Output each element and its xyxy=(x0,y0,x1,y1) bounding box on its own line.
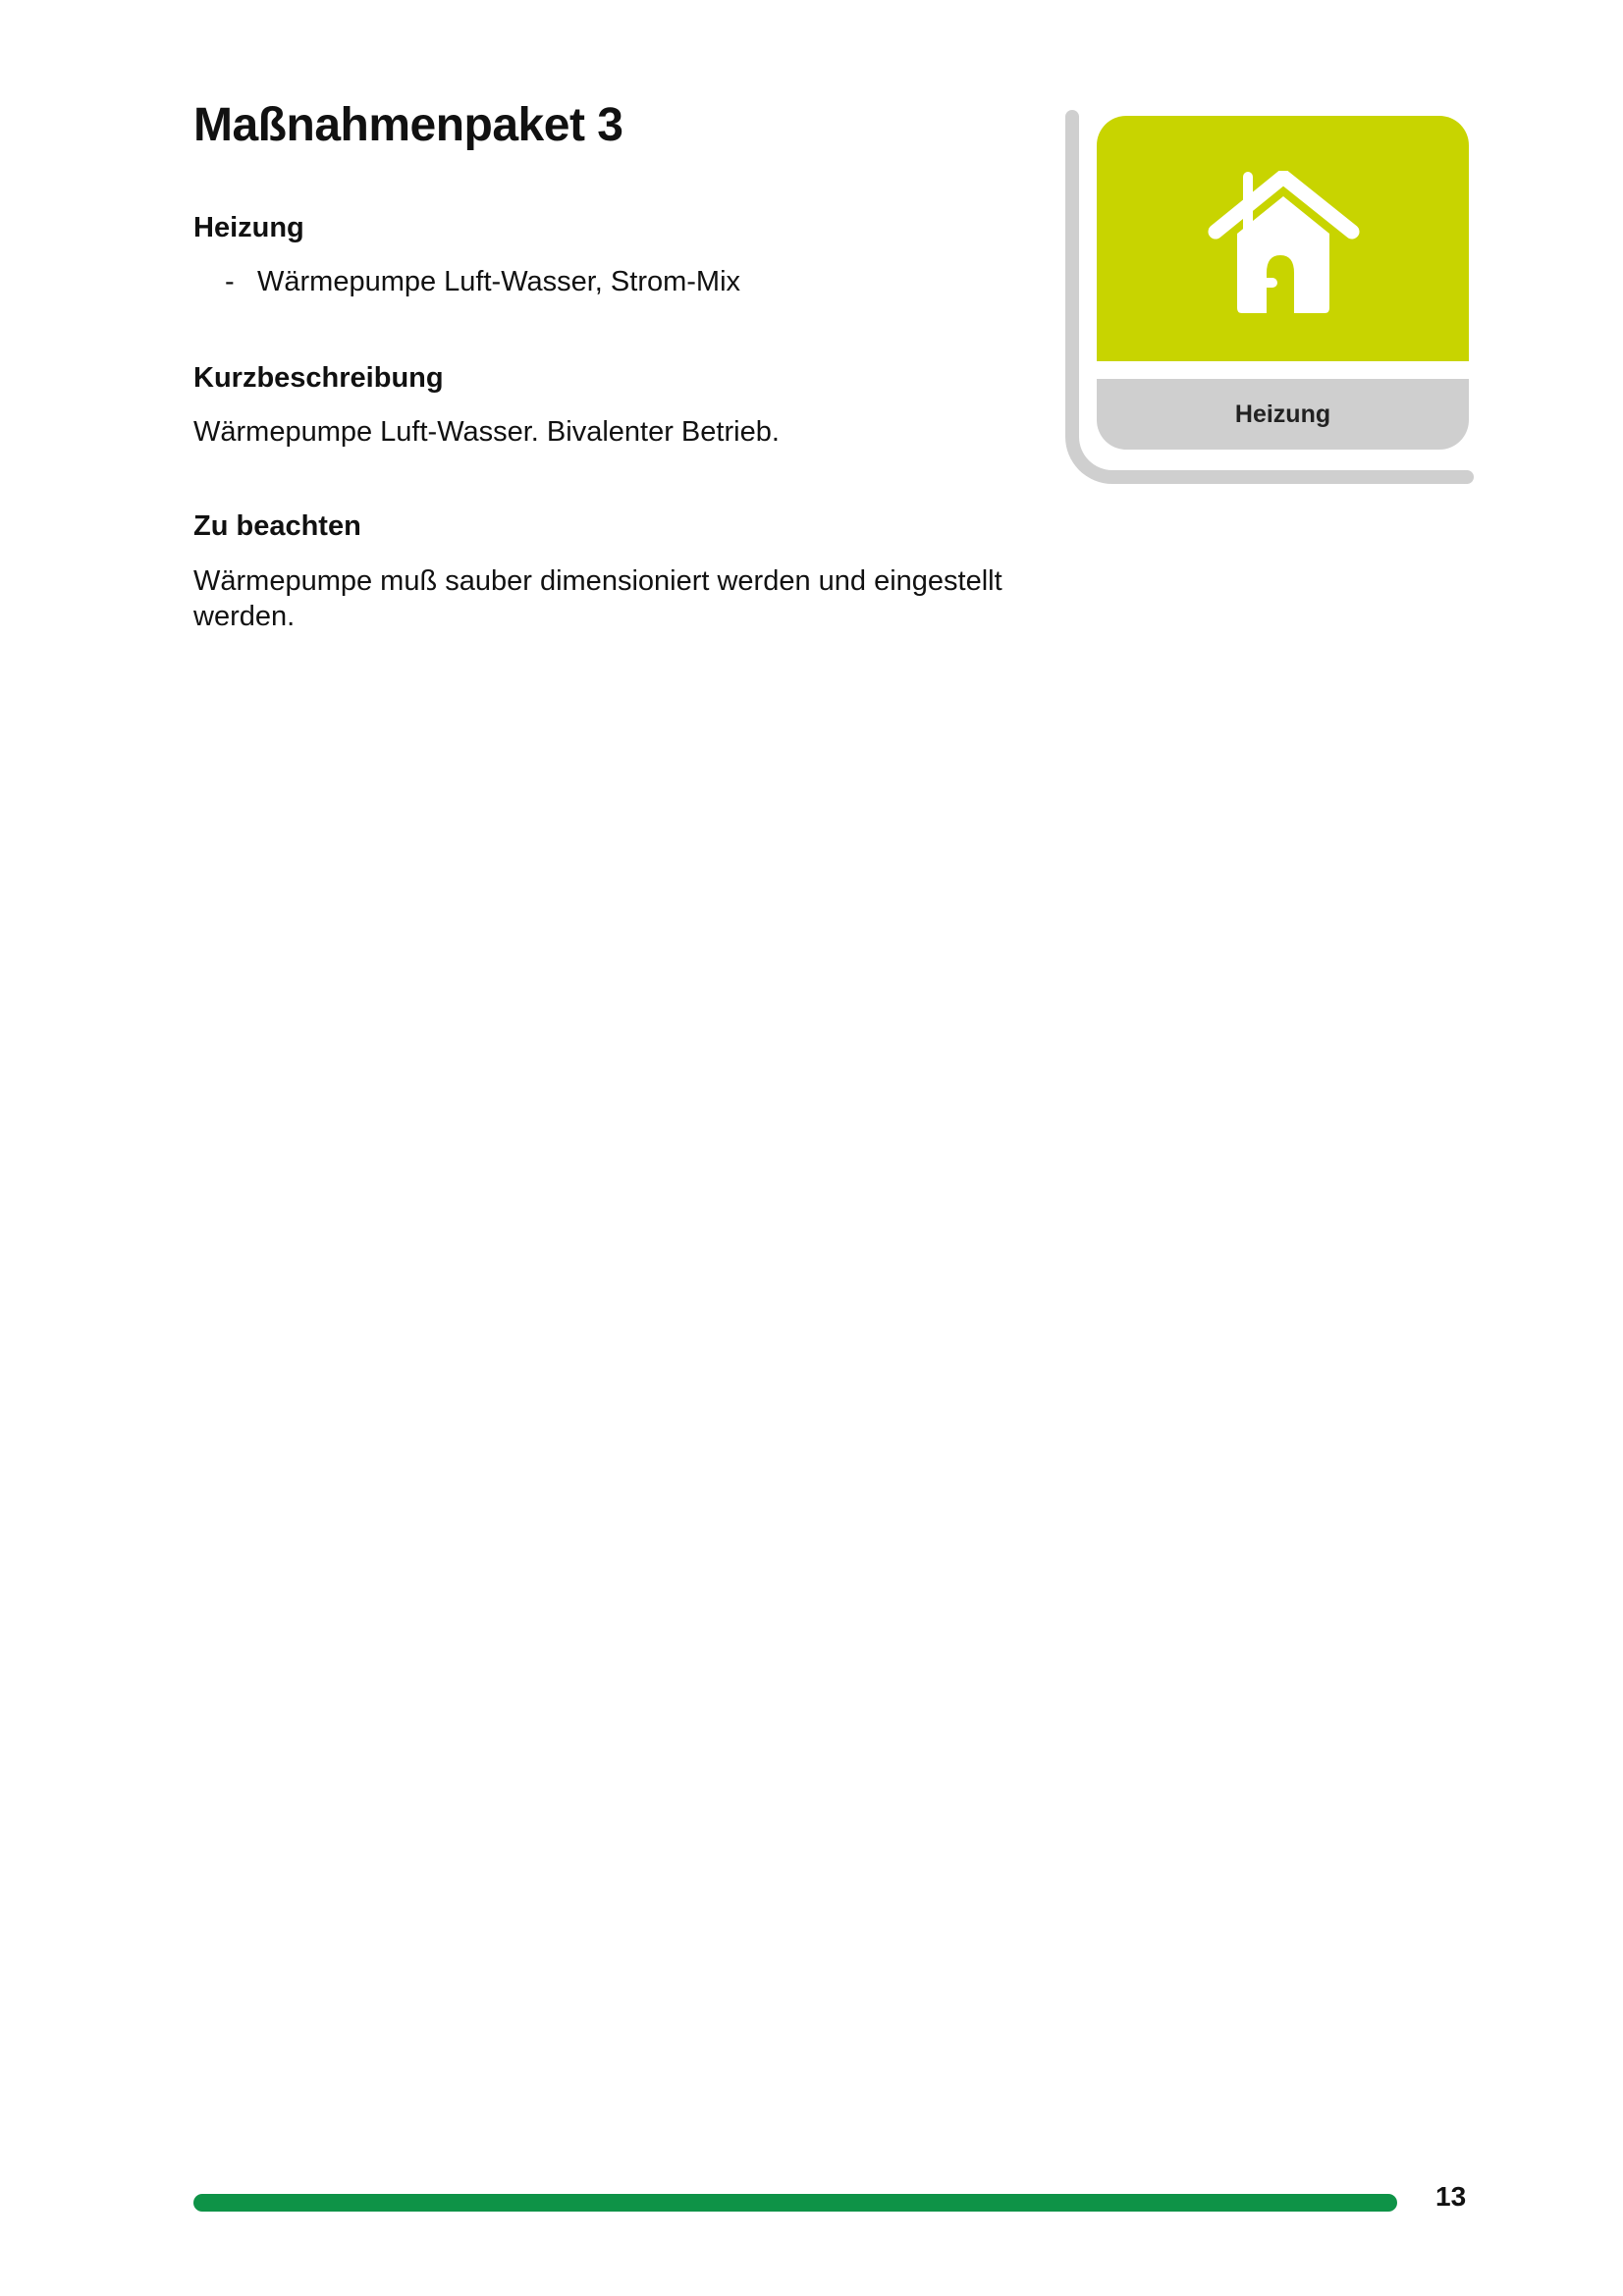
footer-bar xyxy=(193,2194,1397,2212)
house-with-chimney-icon xyxy=(1208,171,1360,313)
list-item xyxy=(193,264,740,299)
heading-heizung: Heizung xyxy=(193,212,304,243)
card-label: Heizung xyxy=(1234,400,1331,428)
list-bullet: - xyxy=(225,266,235,297)
kurzbeschreibung-text: Wärmepumpe Luft-Wasser. Bivalenter Betrieb. xyxy=(193,416,780,448)
zu-beachten-text: Wärmepumpe muß sauber dimensioniert werden und eingestellt werden. xyxy=(193,565,1002,632)
list-item-text: Wärmepumpe Luft-Wasser, Strom-Mix xyxy=(257,266,741,297)
heading-kurzbeschreibung: Kurzbeschreibung xyxy=(193,362,444,394)
page-title: Maßnahmenpaket 3 xyxy=(193,99,623,151)
heading-zu-beachten: Zu beachten xyxy=(193,510,361,542)
heizung-list xyxy=(193,264,740,299)
page-number: 13 xyxy=(1435,2181,1467,2212)
card-label-box xyxy=(1097,379,1469,450)
